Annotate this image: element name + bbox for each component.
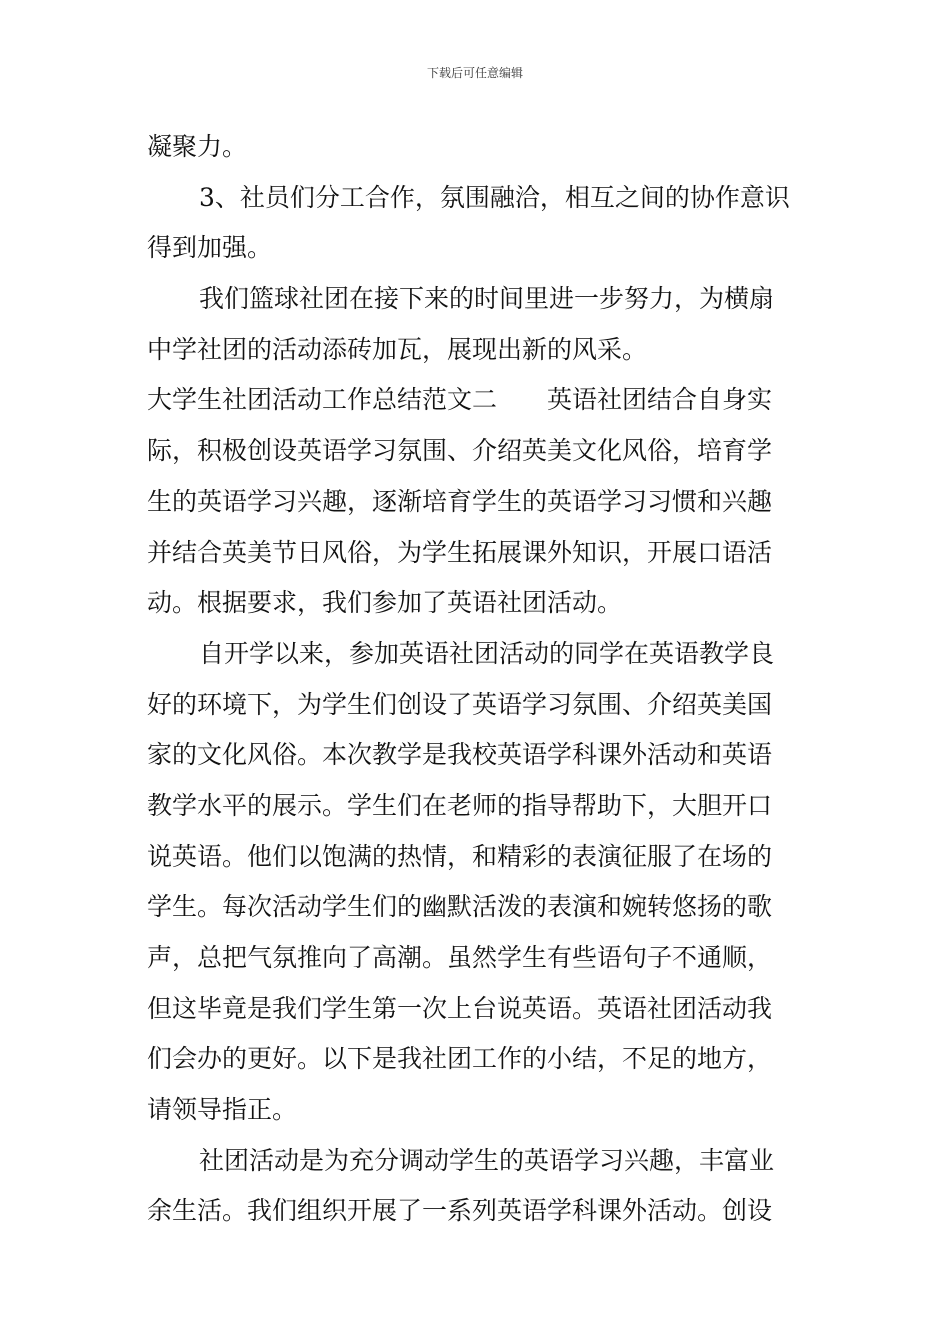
text-line: 余生活。我们组织开展了一系列英语学科课外活动。创设: [147, 1196, 773, 1226]
page-header-note: 下载后可任意编辑: [426, 66, 523, 80]
text-line: 们会办的更好。以下是我社团工作的小结，不足的地方，: [147, 1044, 773, 1074]
text-line: 凝聚力。: [147, 132, 248, 161]
text-line: 得到加强。: [147, 233, 273, 263]
text-line: 我们篮球社团在接下来的时间里进一步努力，为横扇: [199, 284, 775, 314]
text-line: 自开学以来，参加英语社团活动的同学在英语教学良: [199, 638, 775, 668]
text-line: 说英语。他们以饱满的热情，和精彩的表演征服了在场的: [147, 841, 773, 871]
text-line: 教学水平的展示。学生们在老师的指导帮助下，大胆开口: [147, 790, 773, 820]
text-line: 际，积极创设英语学习氛围、介绍英美文化风俗，培育学: [147, 436, 773, 466]
text-line: 好的环境下，为学生们创设了英语学习氛围、介绍英美国: [147, 689, 773, 719]
text-line: 但这毕竟是我们学生第一次上台说英语。英语社团活动我: [147, 993, 773, 1023]
text-line: 声，总把气氛推向了高潮。虽然学生有些语句子不通顺，: [147, 943, 773, 972]
text-line: 学生。每次活动学生们的幽默活泼的表演和婉转悠扬的歌: [147, 892, 773, 922]
text-line: 并结合英美节日风俗，为学生拓展课外知识，开展口语活: [147, 537, 773, 567]
text-line: 动。根据要求，我们参加了英语社团活动。: [147, 588, 623, 618]
text-line: 中学社团的活动添砖加瓦，展现出新的风采。: [147, 334, 648, 364]
text-line: 家的文化风俗。本次教学是我校英语学科课外活动和英语: [147, 740, 773, 770]
text-line: 3、社员们分工合作，氛围融洽，相互之间的协作意识: [199, 182, 790, 212]
text-line: 请领导指正。: [147, 1095, 298, 1125]
document-body: [147, 122, 807, 1237]
text-line: 大学生社团活动工作总结范文二 英语社团结合自身实: [147, 385, 773, 415]
text-line: 生的英语学习兴趣，逐渐培育学生的英语学习习惯和兴趣: [147, 486, 773, 516]
text-line: 社团活动是为充分调动学生的英语学习兴趣，丰富业: [199, 1145, 775, 1175]
